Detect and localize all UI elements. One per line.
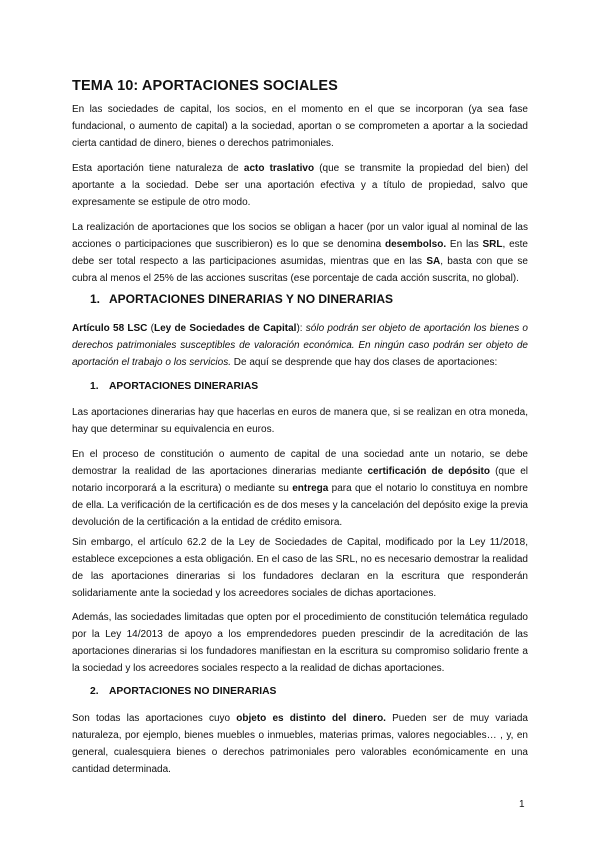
subsection-1-title: APORTACIONES DINERARIAS (109, 381, 259, 392)
text: ( (147, 323, 154, 334)
text: En el proceso de constitución o aumento de capital de una sociedad ante un notario, se debe demostrar la realidad de las aportaciones dinerarias mediante (72, 449, 528, 477)
section-1-heading (90, 292, 393, 306)
text: Además, las sociedades limitadas que opten por el procedimiento de constitución telemática regulado por la Ley 14/2013 de apoyo a los emprendedores pueden prescindir de la acreditación de las aportaciones dinerarias si los fundadores manifiestan en la escritura su compromiso solidario frente a la sociedad y los acreedores sociales respecto a la realidad de dichas aportaciones. (72, 612, 528, 674)
text: En las (446, 239, 483, 250)
intro-paragraph-2 (72, 160, 528, 211)
document-title: TEMA 10: APORTACIONES SOCIALES (72, 78, 338, 94)
intro-paragraph-3 (72, 219, 528, 287)
text: , este debe ser total respecto a las participaciones asumidas, mientras que en las (72, 239, 528, 267)
text: Esta aportación tiene naturaleza de (72, 163, 244, 174)
text: Sin embargo, el artículo 62.2 de la Ley de Sociedades de Capital, modificado por la Ley 11/2018, establece excepciones a esta obligación. En el caso de las SRL, no es necesario demostrar la realidad de las aportaciones dinerarias si los fundadores declaran en la escritura que responderán solidariamente ante la sociedad y los acreedores sociales de dichas aportaciones. (72, 537, 528, 599)
subsection-1-paragraph-1 (72, 404, 528, 438)
subsection-2-paragraph-1 (72, 710, 528, 778)
bold-text: SA (426, 256, 441, 267)
bold-text: Ley de Sociedades de Capital (153, 323, 297, 334)
text: ): (296, 323, 306, 334)
text: Pueden ser de muy variada naturaleza, por ejemplo, bienes muebles o inmuebles, materias primas, valores negociables… , y, en general, cualesquiera bienes o derechos patrimoniales pero valorables económicamente en una cantidad determinada. (72, 713, 528, 775)
bold-text: objeto es distinto del dinero. (236, 713, 386, 724)
text: , basta con que se cubra al menos el 25% de las acciones suscritas (ese porcentaje de cada acción suscrita, no global). (72, 256, 528, 284)
text: Las aportaciones dinerarias hay que hacerlas en euros de manera que, si se realizan en otra moneda, hay que determinar su equivalencia en euros. (72, 407, 528, 435)
bold-text: SRL (482, 239, 503, 250)
subsection-1-paragraph-3 (72, 534, 528, 602)
subsection-1-paragraph-4 (72, 609, 528, 677)
section-1-title: APORTACIONES DINERARIAS Y NO DINERARIAS (109, 292, 394, 306)
subsection-1-paragraph-2 (72, 446, 528, 531)
text: Son todas las aportaciones cuyo (72, 713, 237, 724)
text: (que el notario incorporará a la escritura) o mediante su (72, 466, 529, 494)
text: (que se transmite la propiedad del bien) del aportante a la sociedad. Debe ser una aportación efectiva y a título de propiedad, salvo que expresamente se estipule de otro modo. (72, 163, 529, 208)
intro-paragraph-1-text: En las sociedades de capital, los socios, en el momento en el que se incorporan (ya sea fase fundacional, o aumento de capital) a la sociedad, aportan o se comprometen a aportar a la sociedad cierta cantidad de dinero, bienes o derechos patrimoniales. (72, 104, 528, 149)
page-number: 1 (519, 799, 525, 810)
bold-text: desembolso. (385, 239, 447, 250)
bold-text: acto traslativo (243, 163, 315, 174)
text: para que el notario lo constituya en nombre de ella. La verificación de la certificación es de dos meses y la cancelación del depósito exige la previa devolución de la certificación a la entidad de crédito emisora. (72, 483, 528, 528)
intro-paragraph-1 (72, 101, 528, 152)
subsection-2-heading (90, 686, 276, 697)
italic-quote: sólo podrán ser objeto de aportación los bienes o derechos patrimoniales susceptibles de valoración económica. En ningún caso podrán ser objeto de aportación el trabajo o los servicios. (72, 323, 528, 368)
text: La realización de aportaciones que los socios se obligan a hacer (por un valor igual al nominal de las acciones o participaciones que suscribieron) es lo que se denomina (72, 222, 528, 250)
bold-text: Artículo 58 LSC (72, 323, 148, 334)
subsection-1-heading (90, 381, 258, 392)
bold-text: entrega (292, 483, 329, 494)
section-1-paragraph (72, 320, 528, 371)
section-1-number: 1. (90, 292, 101, 306)
text: De aquí se desprende que hay dos clases de aportaciones: (230, 357, 498, 368)
subsection-1-number: 1. (90, 381, 99, 392)
subsection-2-number: 2. (90, 686, 99, 697)
bold-text: certificación de depósito (367, 466, 490, 477)
subsection-2-title: APORTACIONES NO DINERARIAS (109, 686, 277, 697)
